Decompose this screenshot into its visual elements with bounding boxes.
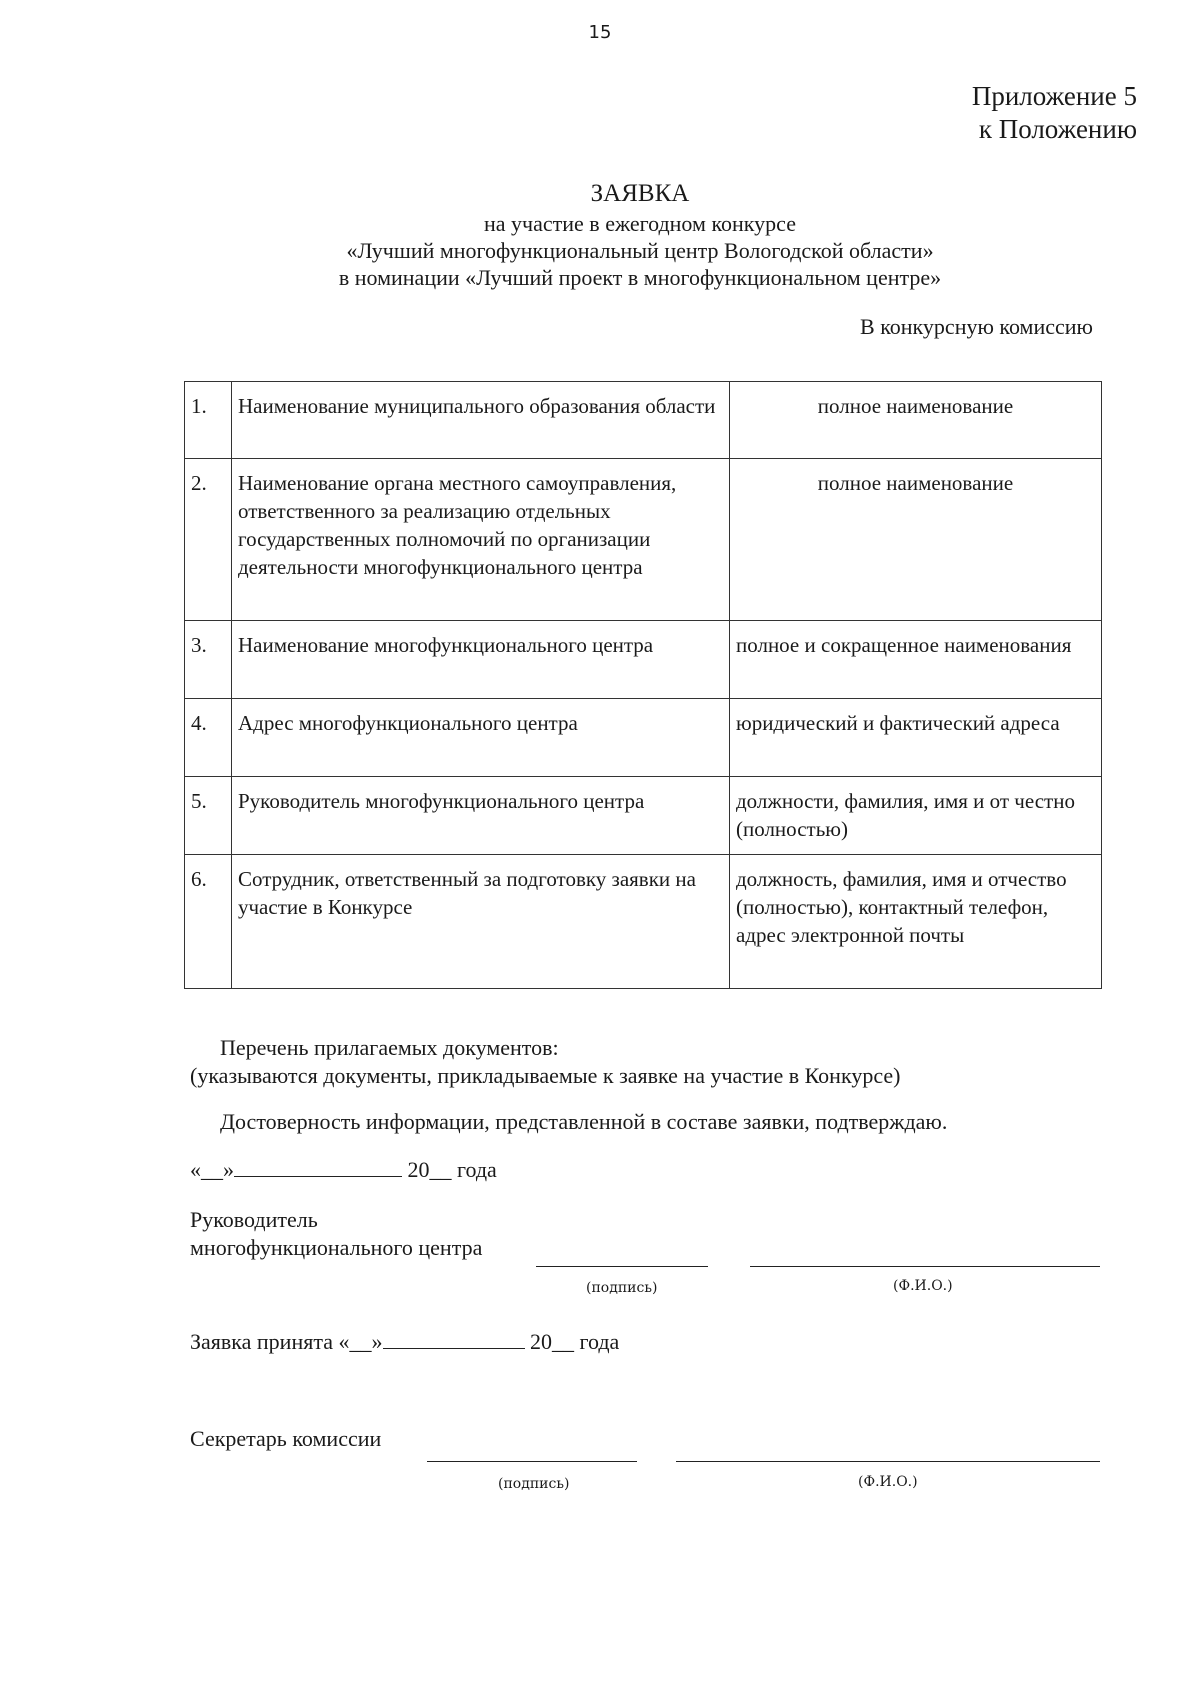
row-number: 4. — [185, 699, 232, 777]
table-row — [185, 699, 1102, 777]
head-name-line — [750, 1266, 1100, 1267]
table-row — [185, 855, 1102, 989]
table-row — [185, 382, 1102, 459]
row-field-value: полное наименование — [730, 459, 1102, 621]
row-number: 1. — [185, 382, 232, 459]
title-line-1: на участие в ежегодном конкурсе — [484, 211, 796, 236]
row-field-value: полное наименование — [730, 382, 1102, 459]
row-field-value: должность, фамилия, имя и отчество (полностью), контактный телефон, адрес электронной почты — [730, 855, 1102, 989]
table-row — [185, 459, 1102, 621]
row-field-name: Наименование органа местного самоуправления, ответственного за реализацию отдельных государственных полномочий по организации деятельности многофункционального центра — [232, 459, 730, 621]
accepted-label: Заявка принята «__» — [190, 1329, 383, 1354]
row-field-value: должности, фамилия, имя и от честно (полностью) — [730, 777, 1102, 855]
date-day: «__» — [190, 1157, 234, 1182]
row-number: 2. — [185, 459, 232, 621]
row-number: 3. — [185, 621, 232, 699]
date-month-blank — [234, 1174, 402, 1177]
row-number: 5. — [185, 777, 232, 855]
documents-note: (указываются документы, прикладываемые к заявке на участие в Конкурсе) — [190, 1063, 901, 1088]
accepted-year: 20__ года — [530, 1329, 620, 1354]
documents-heading: Перечень прилагаемых документов: — [220, 1035, 559, 1060]
secretary-signature-caption: (подпись) — [498, 1476, 570, 1492]
head-label-line-2: многофункционального центра — [190, 1235, 483, 1260]
application-table — [184, 381, 1102, 989]
date-year: 20__ года — [407, 1157, 497, 1182]
appendix-line-1: Приложение 5 — [971, 81, 1137, 111]
appendix-reference — [972, 80, 1137, 146]
document-title — [0, 180, 1200, 291]
row-field-name: Адрес многофункционального центра — [232, 699, 730, 777]
secretary-name-caption: (Ф.И.О.) — [858, 1474, 918, 1490]
accepted-line — [190, 1328, 619, 1356]
table-row — [185, 621, 1102, 699]
appendix-line-2: к Положению — [978, 114, 1137, 144]
secretary-name-line — [676, 1461, 1100, 1462]
row-field-name: Руководитель многофункционального центра — [232, 777, 730, 855]
secretary-signature-line — [427, 1461, 637, 1462]
head-signature-caption: (подпись) — [586, 1280, 658, 1296]
row-number: 6. — [185, 855, 232, 989]
head-label-line-1: Руководитель — [190, 1207, 318, 1232]
row-field-name: Наименование муниципального образования области — [232, 382, 730, 459]
table-row — [185, 777, 1102, 855]
accepted-month-blank — [383, 1346, 525, 1349]
head-name-caption: (Ф.И.О.) — [893, 1278, 953, 1294]
date-line — [190, 1156, 497, 1184]
head-signature-line — [536, 1266, 708, 1267]
title-main: ЗАЯВКА — [590, 180, 690, 207]
row-field-value: юридический и фактический адреса — [730, 699, 1102, 777]
row-field-name: Наименование многофункционального центра — [232, 621, 730, 699]
head-signature-label — [190, 1206, 482, 1262]
row-field-name: Сотрудник, ответственный за подготовку заявки на участие в Конкурсе — [232, 855, 730, 989]
secretary-label: Секретарь комиссии — [190, 1426, 382, 1451]
confirmation-text: Достоверность информации, представленной в составе заявки, подтверждаю. — [220, 1109, 948, 1134]
title-line-2: «Лучший многофункциональный центр Вологодской области» — [346, 238, 934, 263]
row-field-value: полное и сокращенное наименования — [730, 621, 1102, 699]
recipient: В конкурсную комиссию — [860, 314, 1093, 339]
page-number: 15 — [588, 22, 612, 43]
title-line-3: в номинации «Лучший проект в многофункциональном центре» — [338, 265, 942, 290]
